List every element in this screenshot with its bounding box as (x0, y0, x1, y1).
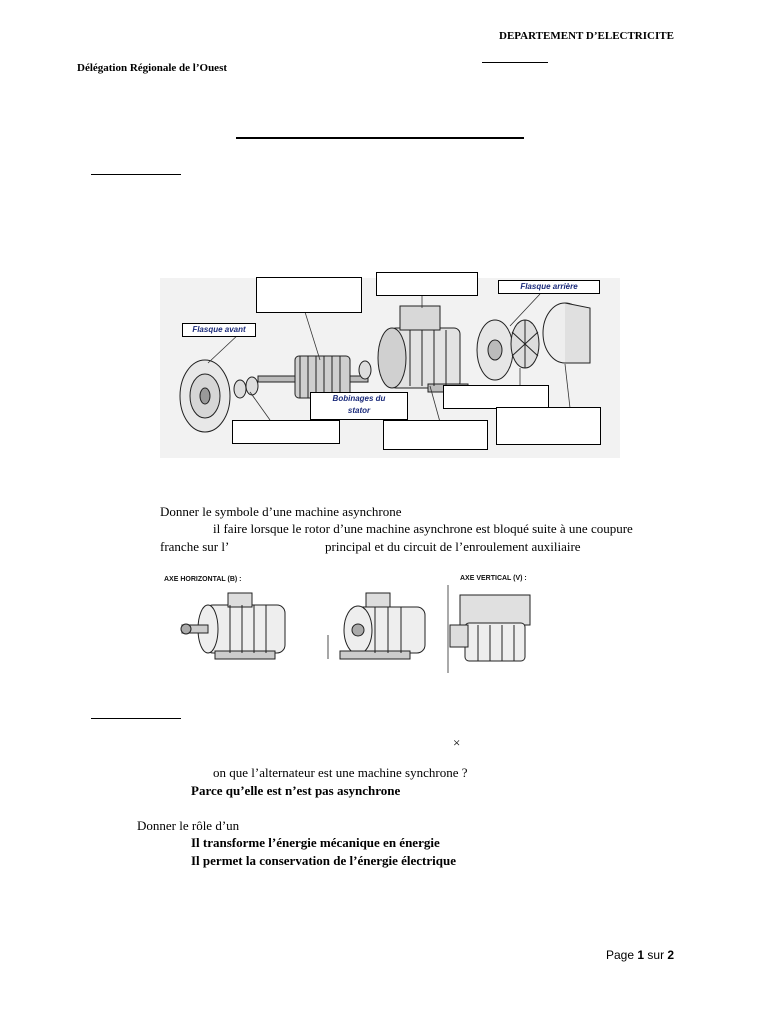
answer-role-2: Il permet la conservation de l’énergie électrique (191, 853, 456, 868)
page-footer (606, 948, 674, 962)
label-box-boite-bornes (376, 272, 478, 296)
label-box-capot (496, 407, 601, 445)
exploded-motor-figure (160, 268, 620, 458)
caption-axe-vertical: AXE VERTICAL (V) : (460, 575, 527, 582)
label-box-carcasse (383, 420, 488, 450)
document-title-rule (236, 137, 524, 139)
label-box-roulement (232, 420, 340, 444)
section1-heading-rule (91, 174, 181, 175)
delegation-title: Délégation Régionale de l’Ouest (77, 62, 228, 74)
answer-synchrone: Parce qu’elle est n’est pas asynchrone (191, 783, 401, 798)
of-word: sur (647, 948, 665, 962)
question-role: Donner le rôle d’un (137, 818, 240, 833)
label-box-ventilateur (443, 385, 549, 409)
header-rule (482, 62, 548, 63)
page-number: 1 (637, 948, 645, 962)
label-flasque-arriere: Flasque arrière (498, 280, 600, 294)
question-symbol: Donner le symbole d’une machine asynchrone (160, 504, 402, 519)
multiplication-symbol: × (453, 735, 461, 750)
label-box-rotor (256, 277, 362, 313)
mounting-positions-drawing (160, 585, 550, 675)
label-bobinages-line2: stator (347, 406, 371, 415)
caption-axe-horizontal: AXE HORIZONTAL (B) : (164, 576, 242, 583)
page-word: Page (606, 948, 635, 962)
mounting-positions-figure (160, 585, 550, 675)
label-bobinages-stator (310, 392, 408, 420)
question-rotor-line2b: principal et du circuit de l’enroulement auxiliaire (325, 539, 581, 554)
question-synchrone: on que l’alternateur est une machine synchrone ? (213, 765, 468, 780)
department-title: DEPARTEMENT D’ELECTRICITE (499, 30, 674, 42)
page-total: 2 (667, 948, 675, 962)
section2-heading-rule (91, 718, 181, 719)
label-bobinages-line1: Bobinages du (332, 394, 386, 403)
question-rotor-line2a: franche sur l’ (160, 539, 230, 554)
answer-role-1: Il transforme l’énergie mécanique en énergie (191, 835, 440, 850)
label-flasque-avant: Flasque avant (182, 323, 256, 337)
question-rotor-line1: il faire lorsque le rotor d’une machine asynchrone est bloqué suite à une coupure (213, 521, 633, 536)
